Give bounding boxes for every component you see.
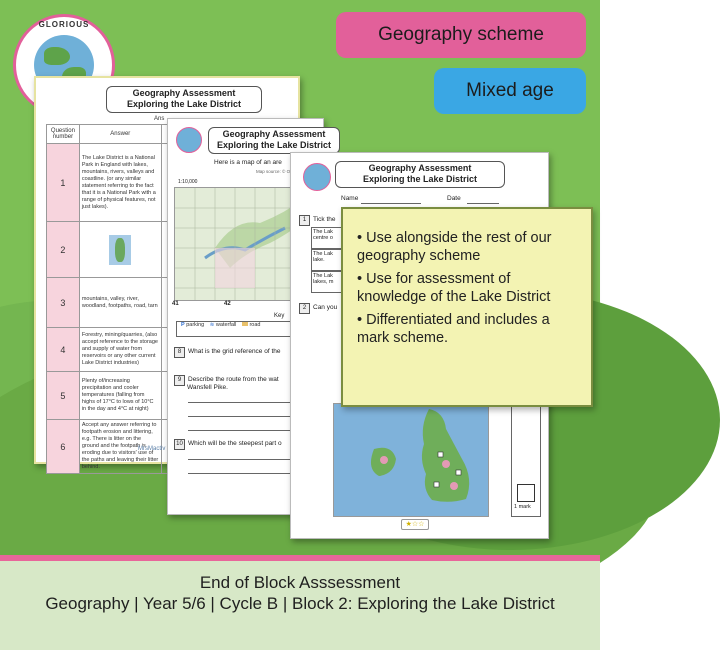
question-number: 4 <box>47 328 80 372</box>
question-10 <box>174 439 282 450</box>
title-line: Geography Assessment <box>132 88 236 98</box>
question-number: 1 <box>47 144 80 222</box>
date-line <box>467 203 499 204</box>
question-1 <box>299 215 336 226</box>
question-number: 10 <box>174 439 185 450</box>
title-line: Geography Assessment <box>368 163 472 173</box>
question-text: Tick the <box>313 216 336 223</box>
question-8 <box>174 347 281 358</box>
title-line: Exploring the Lake District <box>362 174 478 184</box>
map-source: Map source: © O <box>256 169 291 174</box>
option-3[interactable]: The Lak lakes, m <box>311 271 343 293</box>
uk-map <box>333 403 489 517</box>
option-2[interactable]: The Lak lake. <box>311 249 343 271</box>
feature-item: • Differentiated and includes a mark scheme. <box>357 312 550 346</box>
key-road: road <box>249 322 261 328</box>
feature-item: • Use for assessment of knowledge of the Lake District <box>357 271 551 305</box>
question-number: 3 <box>47 278 80 328</box>
mark-box[interactable] <box>517 484 535 502</box>
question-number: 2 <box>299 303 310 314</box>
globe-icon <box>303 163 331 191</box>
grid-ref-mid: 42 <box>224 301 231 307</box>
question-text: What is the grid reference of the <box>188 348 281 355</box>
map-intro: Here is a map of an are <box>214 159 282 166</box>
footer-subtitle: Geography | Year 5/6 | Cycle B | Block 2: Exploring the Lake District <box>45 594 555 613</box>
key-parking: parking <box>186 322 205 328</box>
col-answer-header: Answer <box>79 125 161 144</box>
answer-heading: Ans <box>154 116 165 122</box>
map-scale: 1:10,000 <box>178 179 198 185</box>
road-icon <box>242 322 248 326</box>
mixed-age-badge: Mixed age <box>434 68 586 114</box>
uk-map-icon <box>109 235 131 265</box>
sheet-footer-brand: MrsMactiv <box>138 446 166 452</box>
features-list <box>343 209 591 347</box>
mark-label: 1 mark <box>514 504 531 510</box>
date-label: Date <box>447 195 461 202</box>
question-text: Can you <box>313 304 338 311</box>
title-line: Exploring the Lake District <box>216 140 332 150</box>
question-number: 6 <box>47 420 80 474</box>
col-question-header: Question number <box>47 125 80 144</box>
features-callout <box>341 207 593 407</box>
title-line: Exploring the Lake District <box>126 99 242 109</box>
option-1[interactable]: The Lak centre o <box>311 227 343 249</box>
footer-title: End of Block Asssessment <box>199 573 401 592</box>
footer-banner <box>0 561 600 650</box>
question-number: 5 <box>47 372 80 420</box>
mark-column <box>511 403 541 517</box>
title-line: Geography Assessment <box>222 129 326 139</box>
waterfall-icon: ≋ <box>209 322 215 328</box>
name-line <box>361 203 421 204</box>
answer-cell: Forestry, mining/quarries, (also accept reference to the storage and supply of water from reservoirs or any other current Lake District industries) <box>79 328 161 372</box>
logo-top-text: GLORIOUS <box>38 20 90 29</box>
grid-ref-left: 41 <box>172 301 179 307</box>
answer-map-cell <box>79 222 161 278</box>
map-sheet-title <box>208 127 340 154</box>
parking-icon: P <box>181 322 185 328</box>
answer-cell: Accept any answer referring to footpath erosion and littering, e.g. There is litter on the ground and the footpath is eroding due to visitors' use of the paths and leaving their litter behind. <box>79 420 161 474</box>
question-text: Which will be the steepest part o <box>188 440 282 447</box>
question-2 <box>299 303 337 314</box>
tick-sheet-title <box>335 161 505 188</box>
question-text: Describe the route from the wat <box>188 376 279 383</box>
uk-map-drawing <box>334 404 488 516</box>
question-number: 8 <box>174 347 185 358</box>
question-number: 2 <box>47 222 80 278</box>
star-rating-icon: ★☆☆ <box>401 519 429 530</box>
geography-scheme-badge: Geography scheme <box>336 12 586 58</box>
question-number: 9 <box>174 375 185 386</box>
globe-icon <box>176 127 202 153</box>
name-label: Name <box>341 195 359 202</box>
answer-sheet-title <box>106 86 262 113</box>
question-number: 1 <box>299 215 310 226</box>
answer-cell: Plenty of/increasing precipitation and cooler temperatures (falling from highs of 17°C to lows of 10°C in the day and 4°C at night) <box>79 372 161 420</box>
map-key-label: Key <box>274 313 285 319</box>
answer-cell: mountains, valley, river, woodland, footpaths, road, tarn <box>79 278 161 328</box>
feature-item: • Use alongside the rest of our geography scheme <box>357 230 552 264</box>
key-waterfall: waterfall <box>215 322 237 328</box>
answer-cell: The Lake District is a National Park in England with lakes, mountains, rivers, valleys and coastline. (or any similar statement referring to the fact that it is a National Park with a range of physical features, not just lakes). <box>79 144 161 222</box>
question-9-cont: Wansfell Pike. <box>187 384 228 391</box>
